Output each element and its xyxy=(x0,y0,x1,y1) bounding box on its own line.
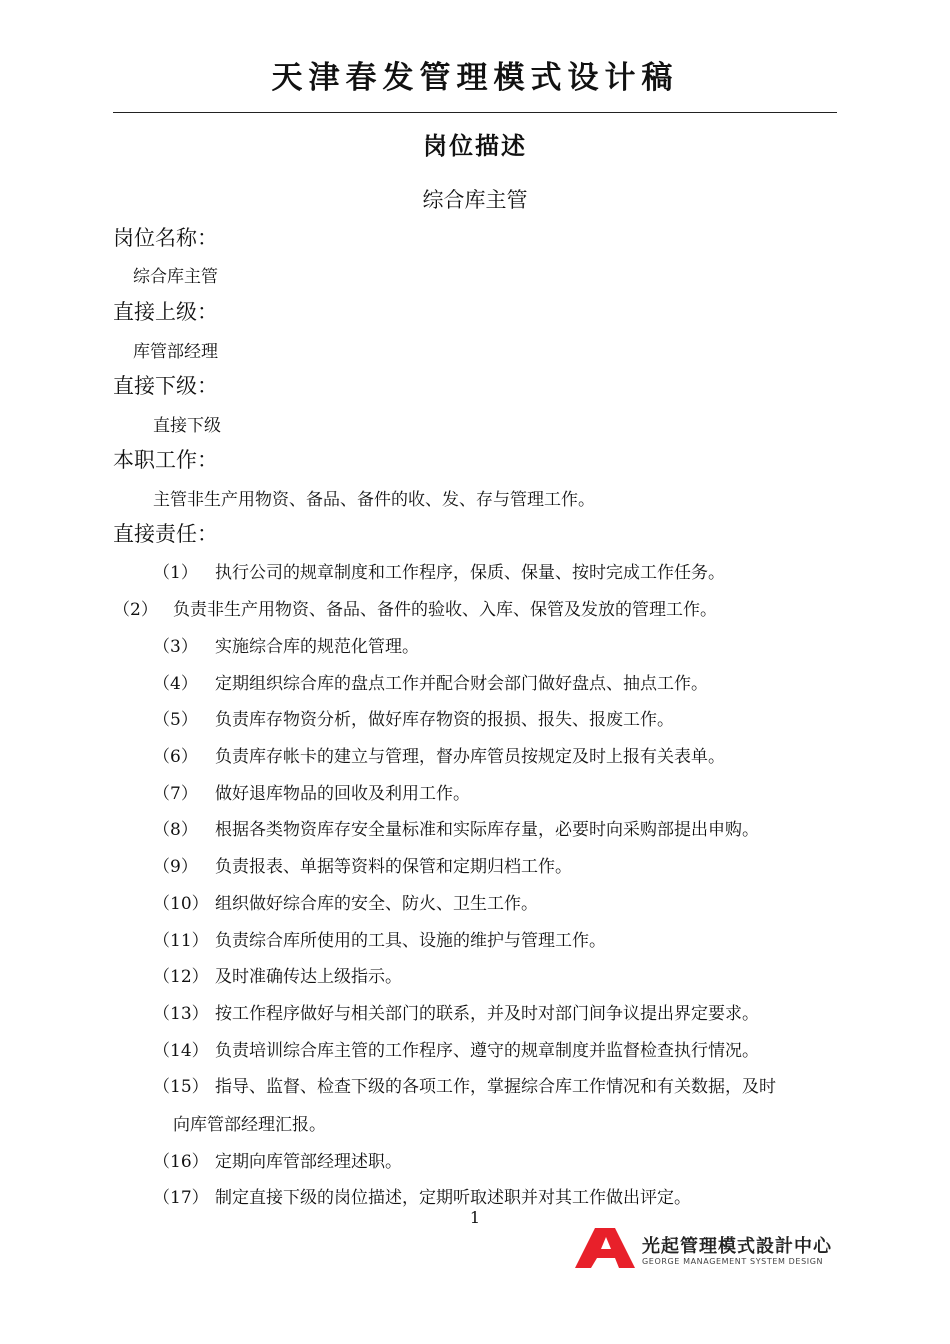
duty-continuation: 向库管部经理汇报。 xyxy=(173,1115,326,1135)
duty-number: （10） xyxy=(153,894,209,914)
brand-logo xyxy=(575,1228,845,1272)
duty-item xyxy=(153,669,708,694)
duty-text: 按工作程序做好与相关部门的联系，并及时对部门间争议提出界定要求。 xyxy=(215,1004,759,1024)
duty-text: 定期组织综合库的盘点工作并配合财会部门做好盘点、抽点工作。 xyxy=(215,674,708,694)
duty-text: 负责综合库所使用的工具、设施的维护与管理工作。 xyxy=(215,931,606,951)
duty-item xyxy=(153,852,572,877)
duty-number: （2） xyxy=(113,600,158,620)
logo-letter: A xyxy=(603,1262,607,1268)
section-label-position-name: 岗位名称： xyxy=(113,226,218,250)
duty-number: （8） xyxy=(153,820,198,840)
header-divider xyxy=(113,112,837,113)
duty-number: （1） xyxy=(153,563,198,583)
duty-text: 根据各类物资库存安全量标准和实际库存量，必要时向采购部提出申购。 xyxy=(215,820,759,840)
duty-number: （15） xyxy=(153,1077,209,1097)
duty-item xyxy=(153,1183,691,1208)
page-number: 1 xyxy=(469,1208,481,1227)
section-label-direct-subordinate: 直接下级： xyxy=(113,374,218,398)
duty-item xyxy=(153,889,538,914)
duty-item xyxy=(153,1036,759,1061)
duty-item xyxy=(153,815,759,840)
duty-number: （11） xyxy=(153,931,209,951)
duty-text: 执行公司的规章制度和工作程序，保质、保量、按时完成工作任务。 xyxy=(215,563,725,583)
duty-item xyxy=(153,1147,402,1172)
duty-text: 负责培训综合库主管的工作程序、遵守的规章制度并监督检查执行情况。 xyxy=(215,1041,759,1061)
duty-number: （17） xyxy=(153,1188,209,1208)
duty-item xyxy=(153,999,759,1024)
duty-number: （6） xyxy=(153,747,198,767)
section-label-direct-superior: 直接上级： xyxy=(113,300,218,324)
duty-number: （13） xyxy=(153,1004,209,1024)
duty-item xyxy=(153,742,725,767)
section-value-direct-superior: 库管部经理 xyxy=(133,342,218,362)
duty-number: （14） xyxy=(153,1041,209,1061)
brand-english: GEORGE MANAGEMENT SYSTEM DESIGN xyxy=(642,1257,824,1266)
duty-number: （4） xyxy=(153,674,198,694)
duty-item xyxy=(153,558,725,583)
duty-text: 及时准确传达上级指示。 xyxy=(215,967,402,987)
duty-text: 负责库存帐卡的建立与管理，督办库管员按规定及时上报有关表单。 xyxy=(215,747,725,767)
document-subtitle: 综合库主管 xyxy=(422,188,528,212)
duty-text: 制定直接下级的岗位描述，定期听取述职并对其工作做出评定。 xyxy=(215,1188,691,1208)
duty-number: （16） xyxy=(153,1152,209,1172)
duty-item xyxy=(153,926,606,951)
duty-text: 负责报表、单据等资料的保管和定期归档工作。 xyxy=(215,857,572,877)
page-header-title: 天津春发管理模式设计稿 xyxy=(271,60,679,96)
duty-item xyxy=(113,595,717,620)
section-value-position-name: 综合库主管 xyxy=(133,267,218,287)
section-value-main-job: 主管非生产用物资、备品、备件的收、发、存与管理工作。 xyxy=(153,490,595,510)
duty-text: 指导、监督、检查下级的各项工作，掌握综合库工作情况和有关数据，及时 xyxy=(215,1077,776,1097)
section-label-responsibilities: 直接责任： xyxy=(113,522,218,546)
duty-number: （7） xyxy=(153,784,198,804)
duty-text: 定期向库管部经理述职。 xyxy=(215,1152,402,1172)
duty-item xyxy=(153,632,419,657)
section-label-main-job: 本职工作： xyxy=(113,448,218,472)
duty-number: （3） xyxy=(153,637,198,657)
duty-item xyxy=(153,705,674,730)
duty-text: 组织做好综合库的安全、防火、卫生工作。 xyxy=(215,894,538,914)
duty-number: （12） xyxy=(153,967,209,987)
document-title: 岗位描述 xyxy=(423,132,527,160)
brand-a-logo-icon xyxy=(575,1228,637,1268)
duty-number: （9） xyxy=(153,857,198,877)
section-value-direct-subordinate: 直接下级 xyxy=(153,416,221,436)
duty-number: （5） xyxy=(153,710,198,730)
brand-name: 光起管理模式設計中心 xyxy=(642,1236,832,1257)
duty-item xyxy=(153,1072,776,1097)
duty-text: 负责库存物资分析，做好库存物资的报损、报失、报废工作。 xyxy=(215,710,674,730)
duty-text: 做好退库物品的回收及利用工作。 xyxy=(215,784,470,804)
duty-item xyxy=(153,779,470,804)
duty-text: 实施综合库的规范化管理。 xyxy=(215,637,419,657)
duty-text: 负责非生产用物资、备品、备件的验收、入库、保管及发放的管理工作。 xyxy=(173,600,717,620)
duty-item xyxy=(153,962,402,987)
